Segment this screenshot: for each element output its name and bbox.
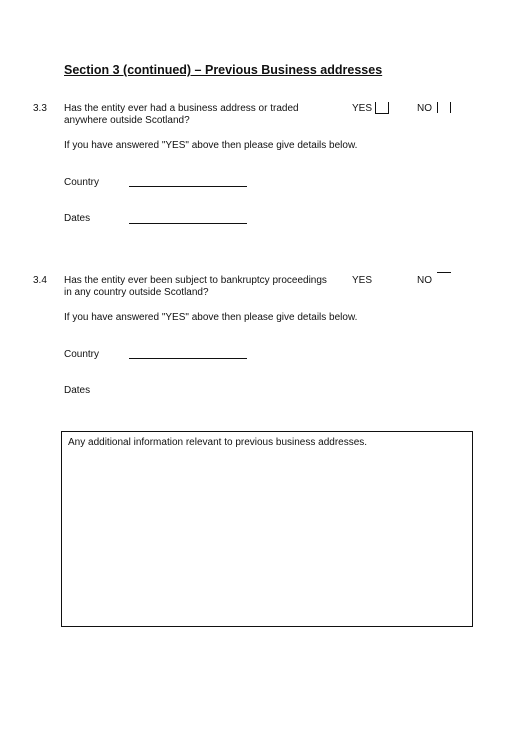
question-3-4-instruction: If you have answered "YES" above then please give details below. [64, 312, 358, 323]
question-3-4-no-checkbox[interactable] [437, 272, 451, 274]
question-3-3-no-label: NO [417, 103, 432, 114]
question-3-3-dates-label: Dates [64, 213, 91, 224]
question-3-3-dates-field[interactable] [129, 223, 247, 224]
question-3-3-country-label: Country [64, 177, 100, 188]
question-3-3-country-field[interactable] [129, 186, 247, 187]
question-3-4-number: 3.4 [33, 275, 47, 286]
question-3-3-number: 3.3 [33, 103, 47, 114]
question-3-4-dates-label: Dates [64, 385, 91, 396]
question-3-4-no-label: NO [417, 275, 432, 286]
question-3-3-yes-label: YES [352, 103, 373, 114]
section-title: Section 3 (continued) – Previous Business addresses [64, 63, 383, 77]
question-3-4-yes-label: YES [352, 275, 373, 286]
additional-info-box[interactable] [61, 431, 473, 627]
additional-info-label: Any additional information relevant to previous business addresses. [68, 437, 368, 448]
question-3-4-country-field[interactable] [129, 358, 247, 359]
question-3-3-no-checkbox[interactable] [437, 102, 451, 113]
question-3-4-country-label: Country [64, 349, 100, 360]
question-3-3-instruction: If you have answered "YES" above then please give details below. [64, 140, 358, 151]
question-3-4-text: Has the entity ever been subject to bankruptcy proceedings in any country outside Scotland? [64, 275, 327, 298]
question-3-3-text: Has the entity ever had a business address or traded anywhere outside Scotland? [64, 103, 299, 126]
question-3-3-yes-checkbox[interactable] [375, 102, 389, 114]
